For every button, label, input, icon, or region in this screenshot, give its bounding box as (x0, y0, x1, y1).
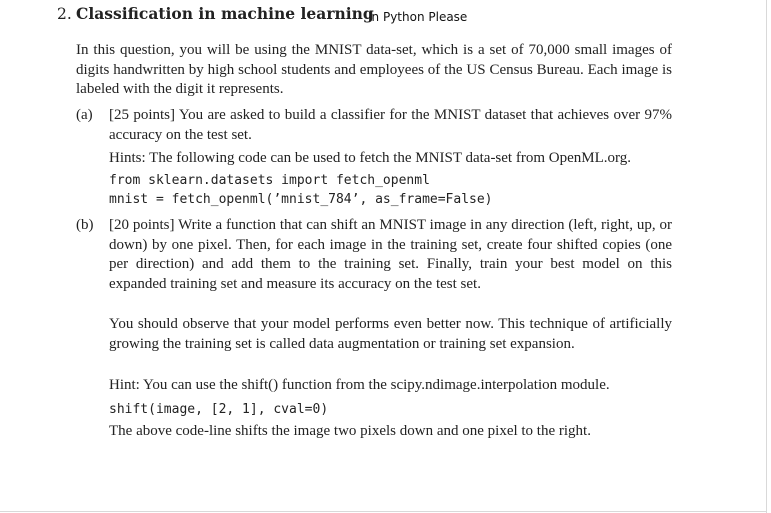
part-b (76, 216, 672, 294)
page-border-bottom (0, 511, 767, 512)
part-b-hint: Hint: You can use the shift() function from the scipy.ndimage.interpolation module. (109, 377, 610, 393)
page-border-right (766, 0, 767, 513)
part-b-label: (b) (76, 217, 94, 233)
part-b-observation: You should observe that your model performs even better now. This technique of artificially growing the training set is called data augmentation or training set expansion. (109, 316, 672, 352)
part-a-label: (a) (76, 107, 93, 123)
part-b-text: [20 points] Write a function that can shift an MNIST image in any direction (left, right, up, or down) by one pixel. Then, for each image in the training set, create four shifted copies (one per direction) and add them to the training set. Finally, train your best model on this expanded training set and measure its accuracy on the test set. (109, 217, 672, 292)
question-number: 2. (57, 5, 72, 23)
part-b-closing: The above code-line shifts the image two pixels down and one pixel to the right. (109, 423, 591, 439)
part-a-hint: Hints: The following code can be used to fetch the MNIST data-set from OpenML.org. (109, 150, 631, 166)
question-heading (57, 4, 374, 26)
intro-paragraph: In this question, you will be using the MNIST data-set, which is a set of 70,000 small images of digits handwritten by high school students and employees of the US Census Bureau. Each image is labeled with the digit it represents. (76, 42, 672, 97)
part-a (76, 106, 672, 145)
question-title: Classification in machine learning (76, 4, 374, 23)
part-a-text: [25 points] You are asked to build a classifier for the MNIST dataset that achieves over 97% accuracy on the test set. (109, 107, 672, 143)
handwritten-note: In Python Please (368, 10, 468, 24)
code-line-fetch: mnist = fetch_openml(’mnist_784’, as_frame=False) (109, 192, 493, 207)
code-line-shift: shift(image, [2, 1], cval=0) (109, 402, 329, 417)
code-line-import: from sklearn.datasets import fetch_openml (109, 173, 430, 188)
